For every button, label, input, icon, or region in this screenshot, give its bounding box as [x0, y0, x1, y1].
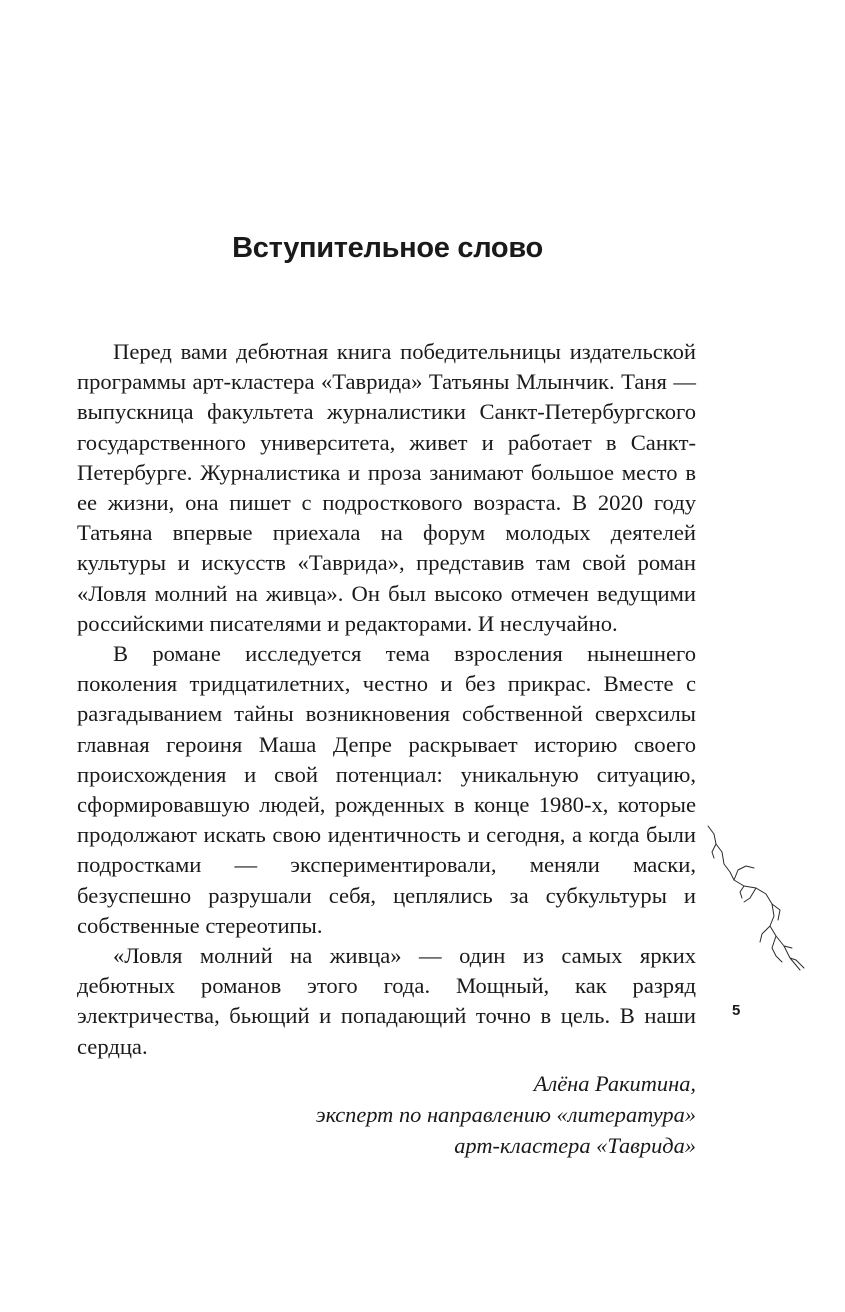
signature-org: арт-кластера «Таврида» [454, 1133, 696, 1158]
signature-role: эксперт по направлению «литература» [315, 1102, 696, 1127]
page-number: 5 [732, 1002, 741, 1019]
page-title: Вступительное слово [232, 232, 543, 264]
foreword-body [77, 337, 696, 1062]
paragraph-3: «Ловля молний на живца» — один из самых ярких дебютных романов этого года. Мощный, как разряд электричества, бьющий и попадающий точно в цель. В наши сердца. [77, 943, 696, 1059]
signature-block [316, 1068, 696, 1161]
signature-name: Алёна Ракитина, [533, 1071, 696, 1096]
lightning-crack-icon [700, 822, 810, 982]
paragraph-1: Перед вами дебютная книга победительницы издательской программы арт-кластера «Таврида» Татьяны Млынчик. Таня — выпускница факультета журналистики Санкт-Петербургского государственного университета, живет и работает в Санкт-Петербурге. Журналистика и проза занимают большое место в ее жизни, она пишет с подросткового возраста. В 2020 году Татьяна впервые приехала на форум молодых деятелей культуры и искусств «Таврида», представив там свой роман «Ловля молний на живца». Он был высоко отмечен ведущими российскими писателями и редакторами. И неслучайно. [77, 339, 696, 636]
paragraph-2: В романе исследуется тема взросления нынешнего поколения тридцатилетних, честно и без прикрас. Вместе с разгадыванием тайны возникновения собственной сверхсилы главная героиня Маша Депре раскрывает историю своего происхождения и свой потенциал: уникальную ситуацию, сформировавшую людей, рожденных в конце 1980-х, которые продолжают искать свою идентичность и сегодня, а когда были подростками — экспериментировали, меняли маски, безуспешно разрушали себя, цеплялись за субкультуры и собственные стереотипы. [77, 641, 696, 938]
